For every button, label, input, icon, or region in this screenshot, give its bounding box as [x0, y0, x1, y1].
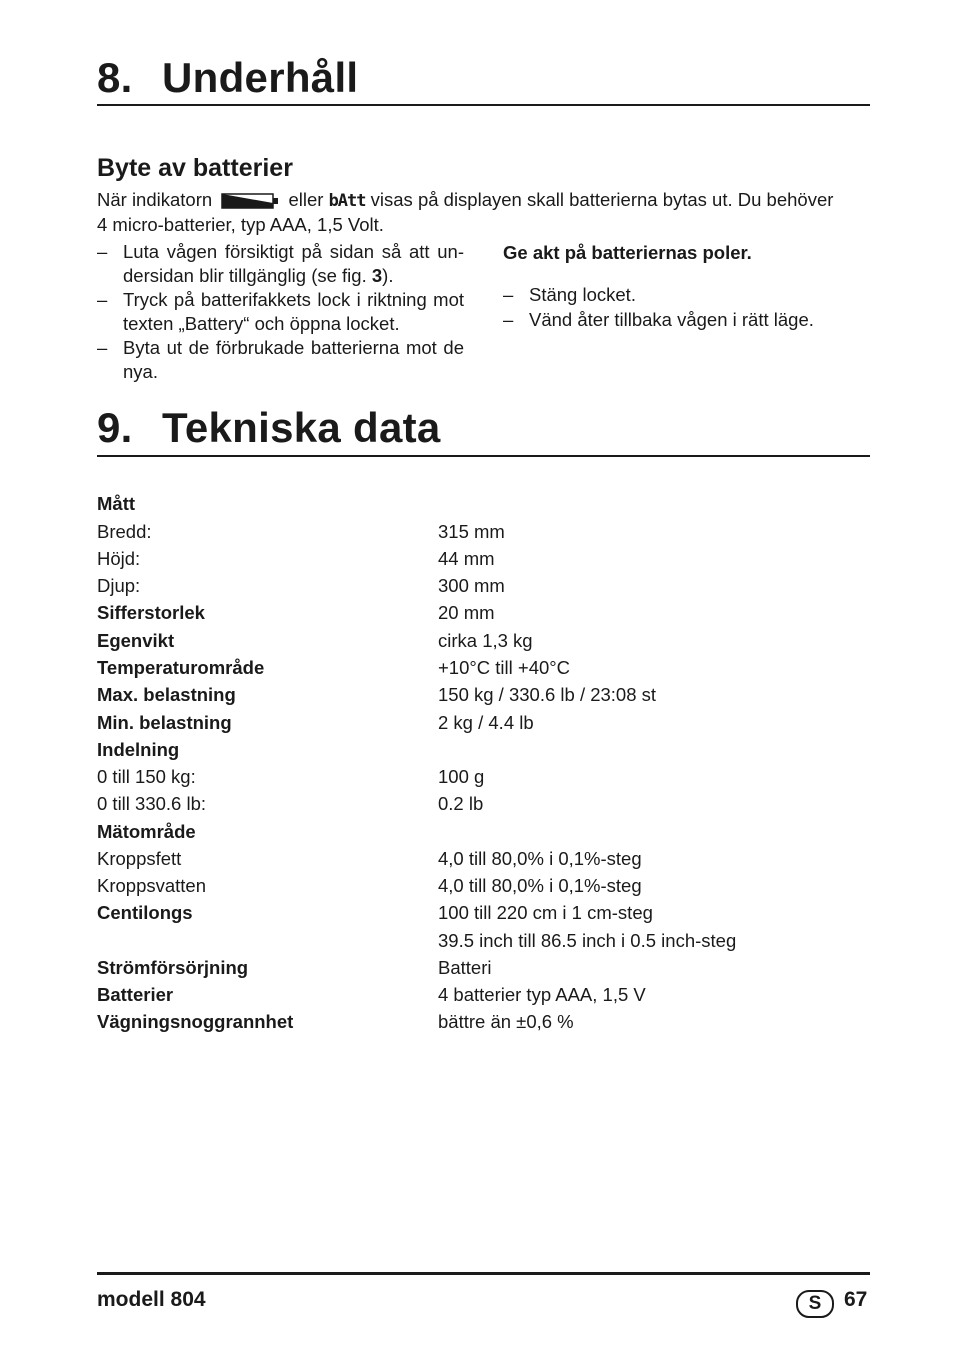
spec-row-power-supply: Strömförsörjning Batteri — [97, 957, 492, 978]
spec-row-graduation-lb: 0 till 330.6 lb: 0.2 lb — [97, 793, 484, 814]
spec-row-digit-size: Sifferstorlek 20 mm — [97, 602, 495, 623]
bullet-replace-batteries: – Byta ut de förbrukade batterierna mot de nya. — [97, 337, 464, 382]
bullet-turn-scale: – Vänd åter tillbaka vågen i rätt läge. — [503, 309, 814, 330]
polarity-warning: Ge akt på batteriernas poler. — [503, 242, 752, 263]
battery-indicator-icon — [221, 193, 279, 209]
batt-lcd-icon: bAtt — [328, 191, 366, 211]
bullet-open-lid: – Tryck på batterifakkets lock i riktning mot texten „Battery“ och öppna locket. — [97, 289, 464, 334]
section-9-rule — [97, 455, 870, 457]
language-badge: S — [796, 1290, 834, 1318]
spec-row-centilongs-inch: 39.5 inch till 86.5 inch i 0.5 inch-steg — [438, 930, 737, 951]
bullet-close-lid: – Stäng locket. — [503, 284, 636, 305]
section-9-number: 9. — [97, 404, 133, 451]
intro-text-1: När indikatorn — [97, 189, 213, 210]
spec-row-dimensions: Mått — [97, 493, 136, 514]
spec-row-max-load: Max. belastning 150 kg / 330.6 lb / 23:08 st — [97, 684, 657, 705]
spec-row-depth: Djup: 300 mm — [97, 575, 505, 596]
footer-model: modell 804 — [97, 1288, 206, 1311]
spec-row-body-water: Kroppsvatten 4,0 till 80,0% i 0,1%-steg — [97, 875, 642, 896]
battery-change-subtitle: Byte av batterier — [97, 154, 293, 182]
section-8-title: Underhåll — [162, 54, 359, 101]
spec-row-batteries: Batterier 4 batterier typ AAA, 1,5 V — [97, 984, 646, 1005]
spec-row-height: Höjd: 44 mm — [97, 548, 495, 569]
spec-row-centilongs: Centilongs 100 till 220 cm i 1 cm-steg — [97, 902, 653, 923]
spec-row-body-fat: Kroppsfett 4,0 till 80,0% i 0,1%-steg — [97, 848, 642, 869]
spec-row-temperature: Temperaturområde +10°C till +40°C — [97, 657, 571, 678]
spec-row-measuring-range: Mätområde — [97, 821, 196, 842]
spec-row-width: Bredd: 315 mm — [97, 521, 505, 542]
intro-text-3: visas på displayen skall batterierna bytas ut. Du behöver — [370, 189, 834, 210]
spec-row-own-weight: Egenvikt cirka 1,3 kg — [97, 630, 533, 651]
section-8-number: 8. — [97, 54, 133, 101]
spec-row-accuracy: Vägningsnoggrannhet bättre än ±0,6 % — [97, 1011, 574, 1032]
spec-row-graduation: Indelning — [97, 739, 180, 760]
intro-text-2: eller — [288, 189, 324, 210]
spec-row-min-load: Min. belastning 2 kg / 4.4 lb — [97, 712, 534, 733]
footer-rule — [97, 1272, 870, 1275]
section-9-title: Tekniska data — [162, 404, 441, 451]
intro-line-2: 4 micro-batterier, typ AAA, 1,5 Volt. — [97, 214, 384, 235]
bullet-tilt-scale: – Luta vågen försiktigt på sidan så att un-dersidan blir tillgänglig (se fig. 3). — [97, 241, 464, 286]
page-number: 67 — [844, 1288, 868, 1311]
intro-paragraph — [97, 187, 877, 214]
spec-row-graduation-kg: 0 till 150 kg: 100 g — [97, 766, 485, 787]
section-8-rule — [97, 104, 870, 106]
